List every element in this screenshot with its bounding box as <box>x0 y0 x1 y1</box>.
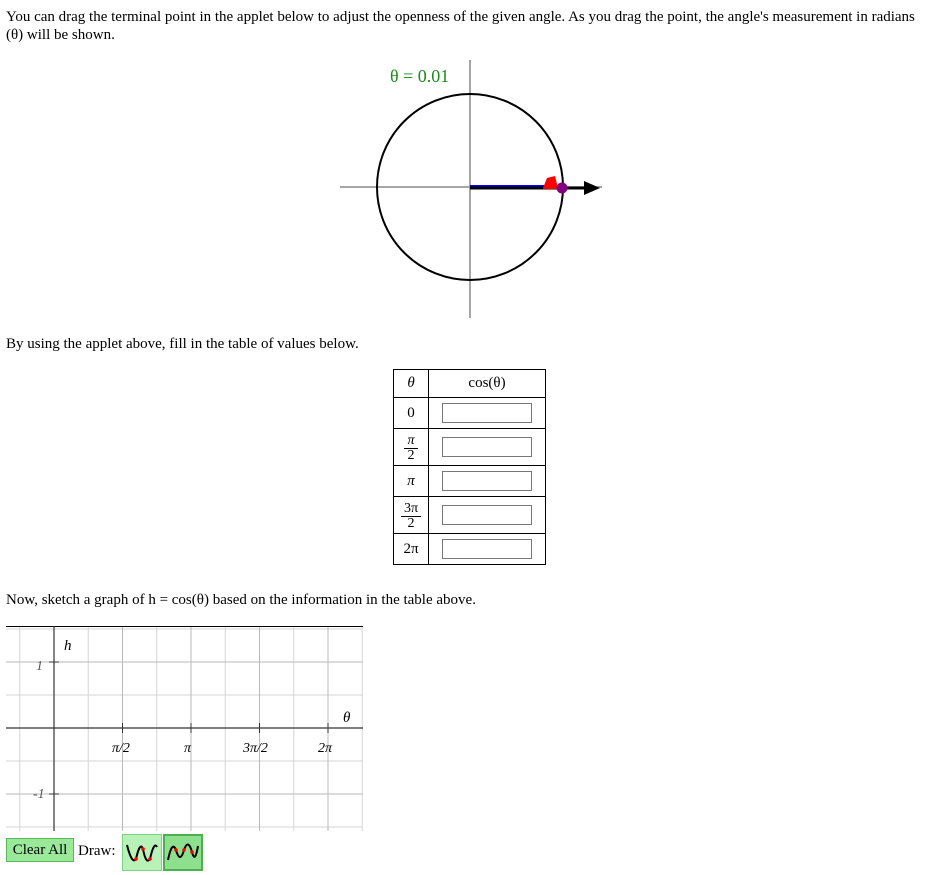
terminal-ray-arrowhead <box>584 181 600 195</box>
sketch-graph-canvas[interactable] <box>6 626 363 831</box>
table-row <box>394 497 546 534</box>
intro-text: You can drag the terminal point in the applet below to adjust the openness of the given angle. As you drag the point, the angle's measurement in radians (θ) will be shown. <box>6 9 915 43</box>
cos-answer-input[interactable] <box>442 539 532 559</box>
cos-answer-input[interactable] <box>442 471 532 491</box>
sketch-prompt: Now, sketch a graph of h = cos(θ) based on the information in the table above. <box>6 592 476 608</box>
y-axis-label: h <box>64 638 72 654</box>
clear-all-button[interactable]: Clear All <box>6 838 74 862</box>
values-table <box>393 369 546 565</box>
theta-denominator: 2 <box>407 515 415 531</box>
x-tick-label: π <box>184 741 192 756</box>
draw-label: Draw: <box>78 843 116 859</box>
theta-cell: π <box>394 466 429 497</box>
x-tick-label: 2π <box>318 741 333 756</box>
x-axis-label: θ <box>343 710 351 726</box>
table-prompt: By using the applet above, fill in the table of values below. <box>6 336 359 352</box>
smooth-curve-tool-icon[interactable] <box>122 834 162 871</box>
table-row <box>394 429 546 466</box>
theta-numerator: π <box>404 434 417 449</box>
angle-arc-marker <box>543 176 557 189</box>
unit-circle-applet[interactable] <box>336 58 606 320</box>
theta-denominator: 2 <box>407 447 415 463</box>
cos-answer-input[interactable] <box>442 403 532 423</box>
header-theta: θ <box>394 370 429 398</box>
cos-answer-input[interactable] <box>442 505 532 525</box>
cos-answer-input[interactable] <box>442 437 532 457</box>
x-tick-label: 3π/2 <box>243 741 268 756</box>
theta-cell <box>394 429 429 466</box>
theta-readout: θ = 0.01 <box>390 66 450 86</box>
theta-cell <box>394 497 429 534</box>
point-curve-tool-icon[interactable] <box>163 834 203 871</box>
table-row <box>394 466 546 497</box>
theta-cell: 0 <box>394 398 429 429</box>
table-row <box>394 398 546 429</box>
terminal-point-handle[interactable] <box>557 183 568 194</box>
y-tick-label: -1 <box>33 787 45 802</box>
table-row <box>394 534 546 565</box>
x-tick-label: π/2 <box>112 741 130 756</box>
header-cos: cos(θ) <box>429 370 546 398</box>
y-tick-label: 1 <box>36 659 43 674</box>
theta-numerator: 3π <box>401 502 421 517</box>
theta-cell: 2π <box>394 534 429 565</box>
